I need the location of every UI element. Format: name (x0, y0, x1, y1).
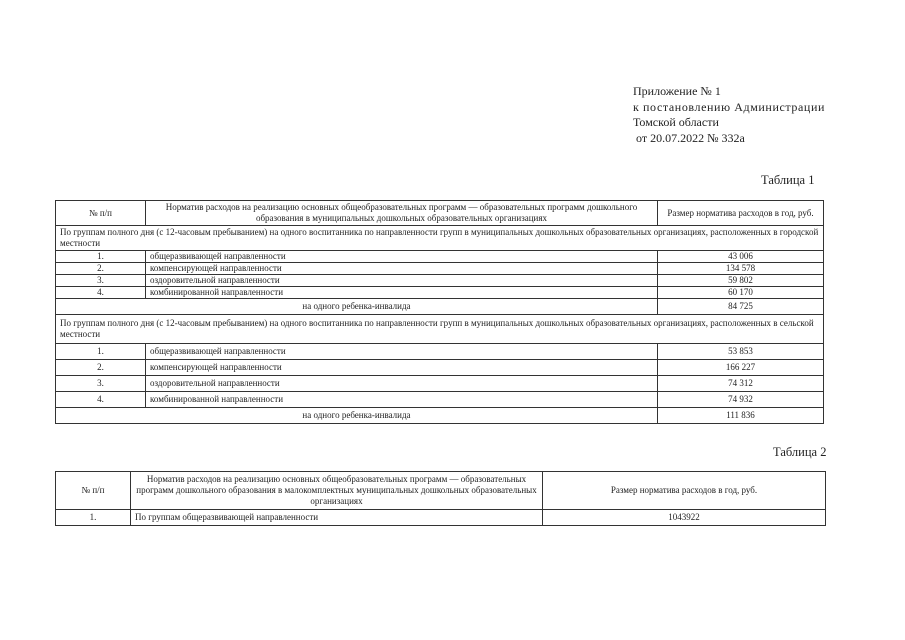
disabled-label: на одного ребенка-инвалида (56, 299, 658, 315)
table1-col-name: Норматив расходов на реализацию основных общеобразовательных программ — образовательных программ дошкольного образования в муниципальных дошкольных образовательных организациях (146, 201, 658, 226)
row-num: 3. (56, 275, 146, 287)
table-row (56, 392, 824, 408)
row-name: комбинированной направленности (146, 287, 658, 299)
table2-col-num: № п/п (56, 472, 131, 510)
row-value: 74 932 (658, 392, 824, 408)
disabled-label: на одного ребенка-инвалида (56, 408, 658, 424)
row-num: 2. (56, 263, 146, 275)
row-value: 43 006 (658, 251, 824, 263)
row-value: 74 312 (658, 376, 824, 392)
disabled-value: 111 836 (658, 408, 824, 424)
table2-col-size: Размер норматива расходов в год, руб. (543, 472, 826, 510)
row-name: общеразвивающей направленности (146, 344, 658, 360)
row-name: компенсирующей направленности (146, 360, 658, 376)
table-row (56, 344, 824, 360)
table-row-disabled (56, 299, 824, 315)
section-title: По группам полного дня (с 12-часовым пребыванием) на одного воспитанника по направленности групп в муниципальных дошкольных образовательных организациях, расположенных в городской местности (56, 226, 824, 251)
row-num: 4. (56, 287, 146, 299)
table-row (56, 251, 824, 263)
table-row (56, 263, 824, 275)
section-title: По группам полного дня (с 12-часовым пребыванием) на одного воспитанника по направленности групп в муниципальных дошкольных образовательных организациях, расположенных в сельской местности (56, 315, 824, 344)
table-row (56, 510, 826, 526)
disabled-value: 84 725 (658, 299, 824, 315)
table-1 (55, 200, 824, 424)
table-row (56, 287, 824, 299)
appendix-title: Приложение № 1 (633, 84, 721, 98)
table1-caption: Таблица 1 (761, 173, 815, 187)
row-value: 59 802 (658, 275, 824, 287)
row-value: 1043922 (543, 510, 826, 526)
row-num: 3. (56, 376, 146, 392)
appendix-header (633, 84, 825, 146)
row-name: общеразвивающей направленности (146, 251, 658, 263)
table1-header-row (56, 201, 824, 226)
table2-col-name: Норматив расходов на реализацию основных общеобразовательных программ — образовательных программ дошкольного образования в малокомплектных муниципальных дошкольных образовательных организациях (131, 472, 543, 510)
appendix-region: Томской области (633, 115, 719, 129)
row-num: 4. (56, 392, 146, 408)
row-name: компенсирующей направленности (146, 263, 658, 275)
table1-col-size: Размер норматива расходов в год, руб. (658, 201, 824, 226)
row-name: По группам общеразвивающей направленности (131, 510, 543, 526)
row-value: 60 170 (658, 287, 824, 299)
row-name: оздоровительной направленности (146, 376, 658, 392)
table1-section-rural (56, 315, 824, 344)
row-num: 1. (56, 251, 146, 263)
row-name: оздоровительной направленности (146, 275, 658, 287)
row-num: 1. (56, 344, 146, 360)
row-num: 2. (56, 360, 146, 376)
row-value: 134 578 (658, 263, 824, 275)
table-row-disabled (56, 408, 824, 424)
table-row (56, 376, 824, 392)
appendix-date: от 20.07.2022 № 332а (633, 130, 745, 145)
table-row (56, 275, 824, 287)
table-2 (55, 471, 826, 526)
row-value: 53 853 (658, 344, 824, 360)
row-value: 166 227 (658, 360, 824, 376)
row-num: 1. (56, 510, 131, 526)
appendix-resolution: к постановлению Администрации (633, 99, 825, 114)
row-name: комбинированной направленности (146, 392, 658, 408)
table1-section-urban (56, 226, 824, 251)
table-row (56, 360, 824, 376)
table2-header-row (56, 472, 826, 510)
table1-col-num: № п/п (56, 201, 146, 226)
table2-caption: Таблица 2 (773, 445, 827, 459)
